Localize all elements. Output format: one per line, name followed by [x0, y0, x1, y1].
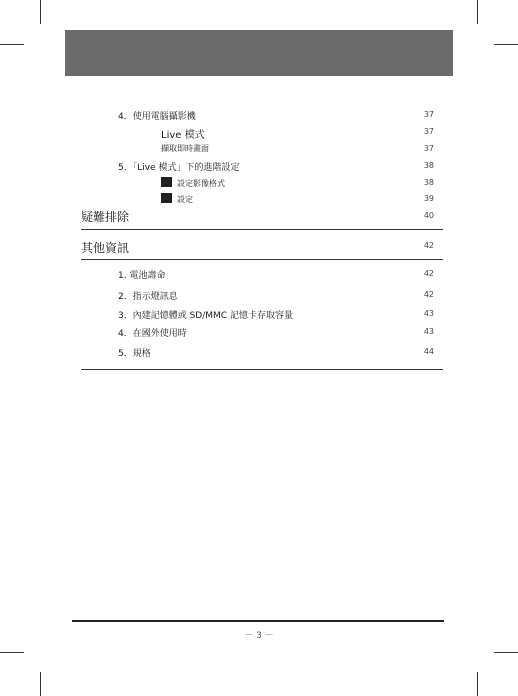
settings-icon [161, 193, 172, 203]
toc-item-5-sub1-page: 38 [423, 178, 434, 187]
toc-item-5-sub1-label: 設定影像格式 [177, 179, 225, 188]
toc-item-4-sub1[interactable]: Live 模式 [161, 130, 205, 141]
page-number: － 3 － [244, 631, 274, 641]
toc-other-item-3-page: 43 [423, 309, 434, 318]
toc-item-5-sub2-page: 39 [423, 194, 434, 203]
toc-section-troubleshooting-page: 40 [423, 211, 434, 220]
section-divider [81, 229, 443, 230]
toc-other-item-1[interactable]: 1. 電池壽命 [118, 271, 166, 281]
toc-item-4-sub2[interactable]: 擷取即時畫面 [161, 144, 209, 153]
toc-other-item-2[interactable]: 2．指示燈訊息 [118, 292, 178, 302]
crop-mark [40, 0, 41, 24]
toc-other-item-4[interactable]: 4．在國外使用時 [118, 329, 187, 339]
section-divider [81, 369, 443, 370]
crop-mark [0, 652, 24, 653]
toc-item-5-sub2[interactable] [161, 193, 193, 205]
toc-item-4-sub1-page: 37 [423, 127, 434, 136]
image-format-icon [161, 177, 172, 187]
toc-item-5-sub1[interactable] [161, 177, 225, 189]
toc-other-item-2-page: 42 [423, 290, 434, 299]
toc-item-5-page: 38 [423, 161, 434, 170]
footer-rule [72, 620, 444, 622]
crop-mark [40, 672, 41, 696]
toc-other-item-5[interactable]: 5．規格 [118, 349, 151, 359]
section-divider [81, 259, 443, 260]
crop-mark [477, 672, 478, 696]
crop-mark [477, 0, 478, 24]
toc-other-item-5-page: 44 [423, 347, 434, 356]
toc-section-other-info-page: 42 [423, 241, 434, 250]
toc-item-4-page: 37 [423, 110, 434, 119]
crop-mark [494, 44, 518, 45]
header-bar [65, 30, 453, 76]
toc-item-4[interactable]: 4．使用電腦攝影機 [118, 112, 196, 122]
toc-section-other-info[interactable]: 其他資訊 [81, 241, 130, 255]
crop-mark [0, 44, 24, 45]
toc-item-4-sub2-page: 37 [423, 144, 434, 153]
toc-other-item-1-page: 42 [423, 269, 434, 278]
toc-item-5-sub2-label: 設定 [177, 195, 193, 204]
toc-other-item-4-page: 43 [423, 327, 434, 336]
crop-mark [494, 652, 518, 653]
toc-section-troubleshooting[interactable]: 疑難排除 [81, 210, 130, 224]
toc-item-5[interactable]: 5．「Live 模式」下的進階設定 [118, 163, 240, 173]
toc-other-item-3[interactable]: 3．內建記憶體或 SD/MMC 記憶卡存取容量 [118, 311, 293, 321]
